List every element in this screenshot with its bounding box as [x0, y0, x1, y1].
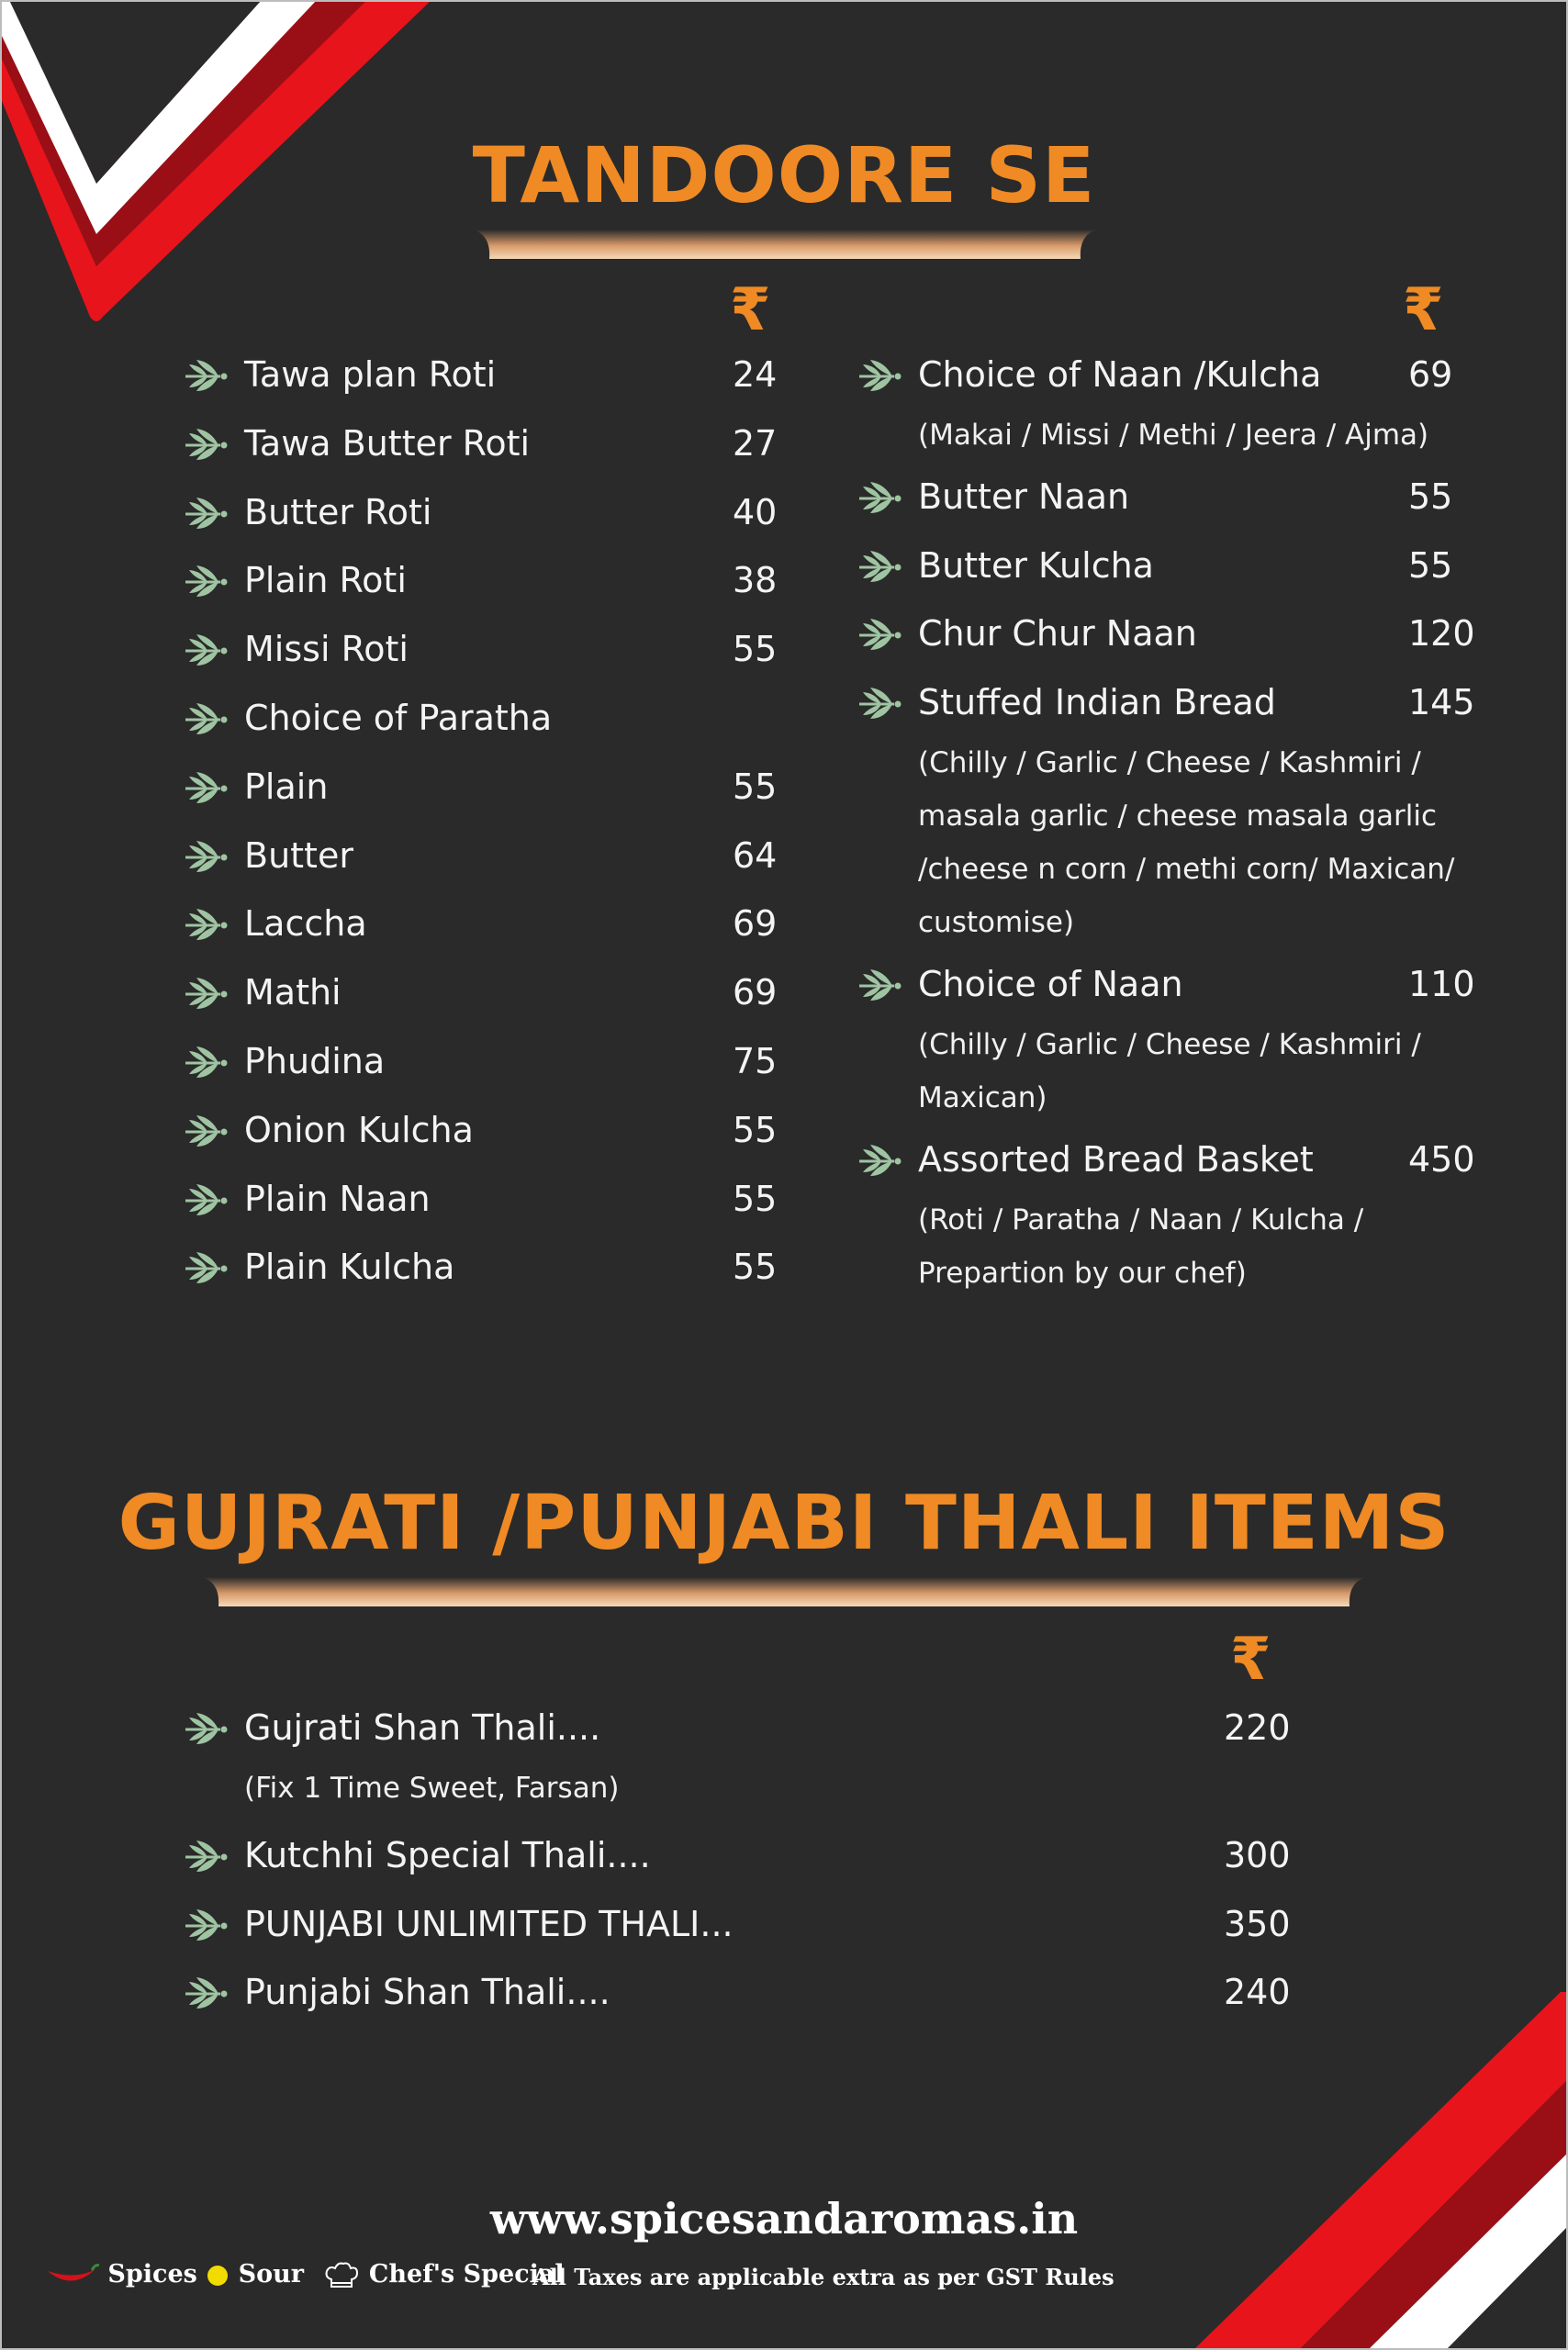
leaf-bullet-icon [184, 1112, 230, 1148]
menu-item-name: Phudina [244, 1041, 386, 1081]
chili-icon [44, 2262, 99, 2289]
menu-item-price: 220 [1224, 1707, 1291, 1748]
leaf-bullet-icon [184, 562, 230, 599]
menu-item-name: Stuffed Indian Bread [918, 682, 1276, 723]
menu-item-name: Plain Roti [244, 560, 407, 601]
menu-item-price: 55 [1408, 476, 1453, 517]
menu-item-name: Punjabi Shan Thali.... [244, 1972, 610, 2013]
menu-item-description: (Fix 1 Time Sweet, Farsan) [244, 1771, 620, 1805]
menu-item-price: 75 [733, 1041, 778, 1081]
menu-item-name: Onion Kulcha [244, 1109, 474, 1150]
rupee-symbol-right: ₹ [1403, 276, 1444, 344]
menu-item-price: 145 [1408, 682, 1475, 723]
menu-item-description: (Makai / Missi / Methi / Jeera / Ajma) [918, 418, 1429, 452]
leaf-bullet-icon [184, 494, 230, 531]
menu-item-price: 64 [733, 834, 778, 876]
menu-item-price: 38 [733, 560, 778, 601]
menu-item-price: 27 [733, 422, 778, 464]
menu-item-name: Choice of Naan /Kulcha [918, 354, 1322, 395]
menu-item-price: 300 [1224, 1834, 1291, 1875]
menu-item-name: Butter Kulcha [918, 544, 1154, 586]
menu-item-name: Choice of Naan [918, 964, 1183, 1004]
menu-item-name: Chur Chur Naan [918, 613, 1197, 655]
leaf-bullet-icon [184, 699, 230, 736]
menu-item-description: /cheese n corn / methi corn/ Maxican/ [918, 853, 1455, 886]
menu-item-price: 69 [733, 972, 778, 1013]
menu-item-name: Mathi [244, 972, 342, 1013]
menu-item-name: Plain [244, 766, 329, 807]
menu-item-price: 110 [1408, 964, 1475, 1004]
tandoore-left-column [184, 349, 790, 1304]
leaf-bullet-icon [857, 966, 903, 1002]
menu-item-name: Plain Kulcha [244, 1247, 455, 1288]
leaf-bullet-icon [184, 1709, 230, 1746]
chef-hat-icon [323, 2261, 360, 2290]
leaf-bullet-icon [184, 1181, 230, 1217]
menu-item-description: masala garlic / cheese masala garlic [918, 800, 1438, 833]
leaf-bullet-icon [184, 356, 230, 393]
leaf-bullet-icon [857, 356, 903, 393]
leaf-bullet-icon [857, 547, 903, 584]
menu-item-price: 24 [733, 354, 778, 395]
menu-item-name: Assorted Bread Basket [918, 1138, 1314, 1180]
menu-item-name: Laccha [244, 903, 367, 945]
leaf-bullet-icon [857, 478, 903, 515]
menu-item-description: Maxican) [918, 1080, 1047, 1114]
legend [44, 2260, 565, 2290]
leaf-bullet-icon [857, 684, 903, 721]
leaf-bullet-icon [184, 905, 230, 942]
leaf-bullet-icon [184, 1906, 230, 1942]
menu-item-price: 55 [733, 1247, 778, 1288]
website-url[interactable]: www.spicesandaromas.in [489, 2194, 1079, 2244]
menu-item-name: Tawa Butter Roti [244, 422, 531, 464]
legend-chef-label: Chef's Special [368, 2260, 565, 2288]
section-title-thali: GUJRATI /PUNJABI THALI ITEMS [118, 1480, 1450, 1567]
leaf-bullet-icon [184, 1248, 230, 1285]
section-title-tandoore: TANDOORE SE [472, 130, 1096, 220]
leaf-bullet-icon [184, 1837, 230, 1874]
menu-item-price: 55 [733, 766, 778, 807]
menu-item-price: 350 [1224, 1903, 1291, 1944]
menu-item-price: 240 [1224, 1972, 1291, 2013]
rupee-symbol-left: ₹ [730, 276, 771, 344]
menu-item-name: Missi Roti [244, 629, 409, 670]
leaf-bullet-icon [184, 1974, 230, 2010]
menu-item-description: (Chilly / Garlic / Cheese / Kashmiri / [918, 1027, 1421, 1061]
menu-item-price: 40 [733, 491, 778, 532]
leaf-bullet-icon [184, 974, 230, 1011]
menu-item-name: Gujrati Shan Thali.... [244, 1707, 601, 1748]
menu-item-price: 120 [1408, 613, 1475, 655]
menu-item-price: 55 [1408, 544, 1453, 586]
menu-item-price: 450 [1408, 1138, 1475, 1180]
menu-item-name: Butter [244, 834, 353, 876]
menu-item-name: Butter Roti [244, 491, 432, 532]
rupee-symbol-thali: ₹ [1230, 1626, 1271, 1694]
menu-item-name: PUNJABI UNLIMITED THALI... [244, 1903, 734, 1944]
menu-item-description: (Chilly / Garlic / Cheese / Kashmiri / [918, 746, 1421, 779]
menu-item-price: 55 [733, 1178, 778, 1219]
menu-item-name: Choice of Paratha [244, 698, 553, 738]
menu-item-description: (Roti / Paratha / Naan / Kulcha / [918, 1203, 1364, 1237]
legend-sour-label: Sour [238, 2260, 305, 2288]
menu-item-price: 55 [733, 1109, 778, 1150]
menu-item-price: 69 [1408, 354, 1453, 395]
menu-item-name: Tawa plan Roti [244, 354, 497, 395]
leaf-bullet-icon [857, 615, 903, 652]
menu-item-name: Plain Naan [244, 1178, 431, 1219]
menu-item-description: customise) [918, 906, 1075, 939]
leaf-bullet-icon [184, 837, 230, 874]
thali-list [184, 1702, 1322, 2051]
menu-item-price: 69 [733, 903, 778, 945]
menu-item-description: Prepartion by our chef) [918, 1256, 1247, 1290]
tax-note: All Taxes are applicable extra as per GST Rules [532, 2264, 1114, 2290]
leaf-bullet-icon [184, 631, 230, 667]
leaf-bullet-icon [184, 1043, 230, 1080]
tandoore-right-column [857, 349, 1500, 1304]
leaf-bullet-icon [184, 768, 230, 805]
menu-item-name: Kutchhi Special Thali.... [244, 1834, 651, 1875]
title-underline-ribbon [473, 228, 1097, 264]
sour-dot-icon [206, 2264, 230, 2288]
leaf-bullet-icon [857, 1141, 903, 1178]
menu-item-name: Butter Naan [918, 476, 1130, 517]
menu-item-price: 55 [733, 629, 778, 670]
title-underline-ribbon [202, 1575, 1366, 1612]
legend-spices-label: Spices [107, 2260, 197, 2288]
leaf-bullet-icon [184, 425, 230, 462]
